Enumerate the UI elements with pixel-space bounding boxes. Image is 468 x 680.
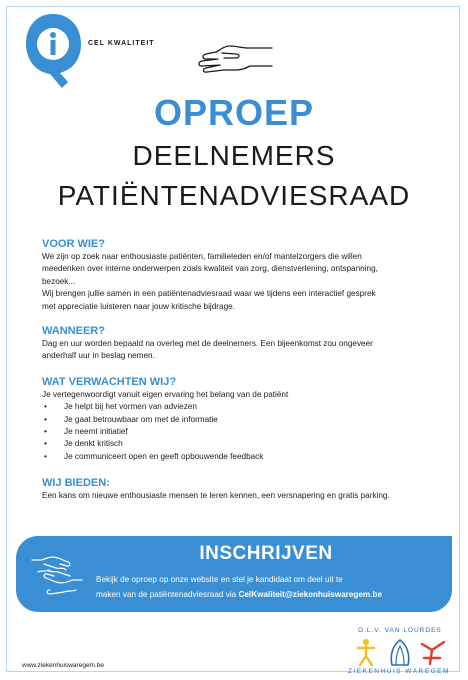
voor-wie-text: met appreciatie luisteren naar jouw kritische bijdrage.: [42, 301, 235, 311]
hospital-name-top: O.L.V. VAN LOURDES: [358, 627, 442, 634]
voor-wie-text: Wij brengen jullie samen in een patiëntenadviesraad waar we tijdens een interactief gesprek: [42, 289, 376, 299]
wat-verwachten-intro: Je vertegenwoordigt vanuit eigen ervaring het belang van de patiënt: [42, 389, 289, 399]
website-link[interactable]: www.ziekenhuiswaregem.be: [22, 662, 105, 669]
voor-wie-text: bezoek...: [42, 276, 76, 286]
brand-label: CEL KWALITEIT: [88, 40, 155, 47]
page-subtitle-line2: PATIËNTENADVIESRAAD: [57, 180, 411, 211]
pointing-hand-icon: [196, 42, 274, 74]
voor-wie-heading: VOOR WIE?: [42, 238, 105, 250]
list-item: • Je neemt initiatief: [42, 426, 444, 438]
list-item: • Je denkt kritisch: [42, 438, 444, 450]
signup-text-prefix: maken van de patiëntenadviesraad via: [96, 590, 239, 599]
email-link[interactable]: CelKwaliteit@ziekenhuiswaregem.be: [238, 590, 383, 599]
signup-text: [96, 590, 446, 599]
poster-content: [42, 238, 444, 503]
wij-bieden-heading: WIJ BIEDEN:: [42, 477, 110, 490]
list-item: • Je helpt bij het vormen van adviezen: [42, 401, 444, 413]
page-subtitle-line1: DEELNEMERS: [132, 140, 336, 171]
helping-hands-icon: [30, 550, 84, 602]
list-item: • Je gaat betrouwbaar om met de informatie: [42, 414, 444, 426]
wat-verwachten-heading: WAT VERWACHTEN WIJ?: [42, 375, 177, 388]
hospital-logo-icon: [352, 636, 448, 668]
wanneer-text: anderhalf uur in beslag nemen.: [42, 351, 155, 361]
wanneer-text: Dag en uur worden bepaald na overleg met de deelnemers. Een bijeenkomst zou ongeveer: [42, 339, 373, 349]
wanneer-heading: WANNEER?: [42, 325, 105, 338]
signup-text: Bekijk de oproep op onze website en stel je kandidaat om deel uit te: [96, 575, 343, 584]
page-title: OPROEP: [153, 92, 315, 133]
voor-wie-text: meedenken over interne onderwerpen zoals kwaliteit van zorg, dienstverlening, ontspanning,: [42, 264, 378, 274]
hospital-name-bottom: ZIEKENHUIS WAREGEM: [348, 668, 450, 675]
list-item: • Je communiceert open en geeft opbouwende feedback: [42, 451, 444, 463]
signup-title: INSCHRIJVEN: [199, 543, 333, 564]
wij-bieden-text: Een kans om nieuwe enthousiaste mensen te leren kennen, een versnapering en gratis parking.: [42, 491, 390, 501]
expectations-list: [42, 401, 444, 463]
cel-kwaliteit-logo-icon: [22, 12, 84, 90]
voor-wie-text: We zijn op zoek naar enthousiaste patiënten, familieleden en/of mantelzorgers die willen: [42, 252, 362, 261]
